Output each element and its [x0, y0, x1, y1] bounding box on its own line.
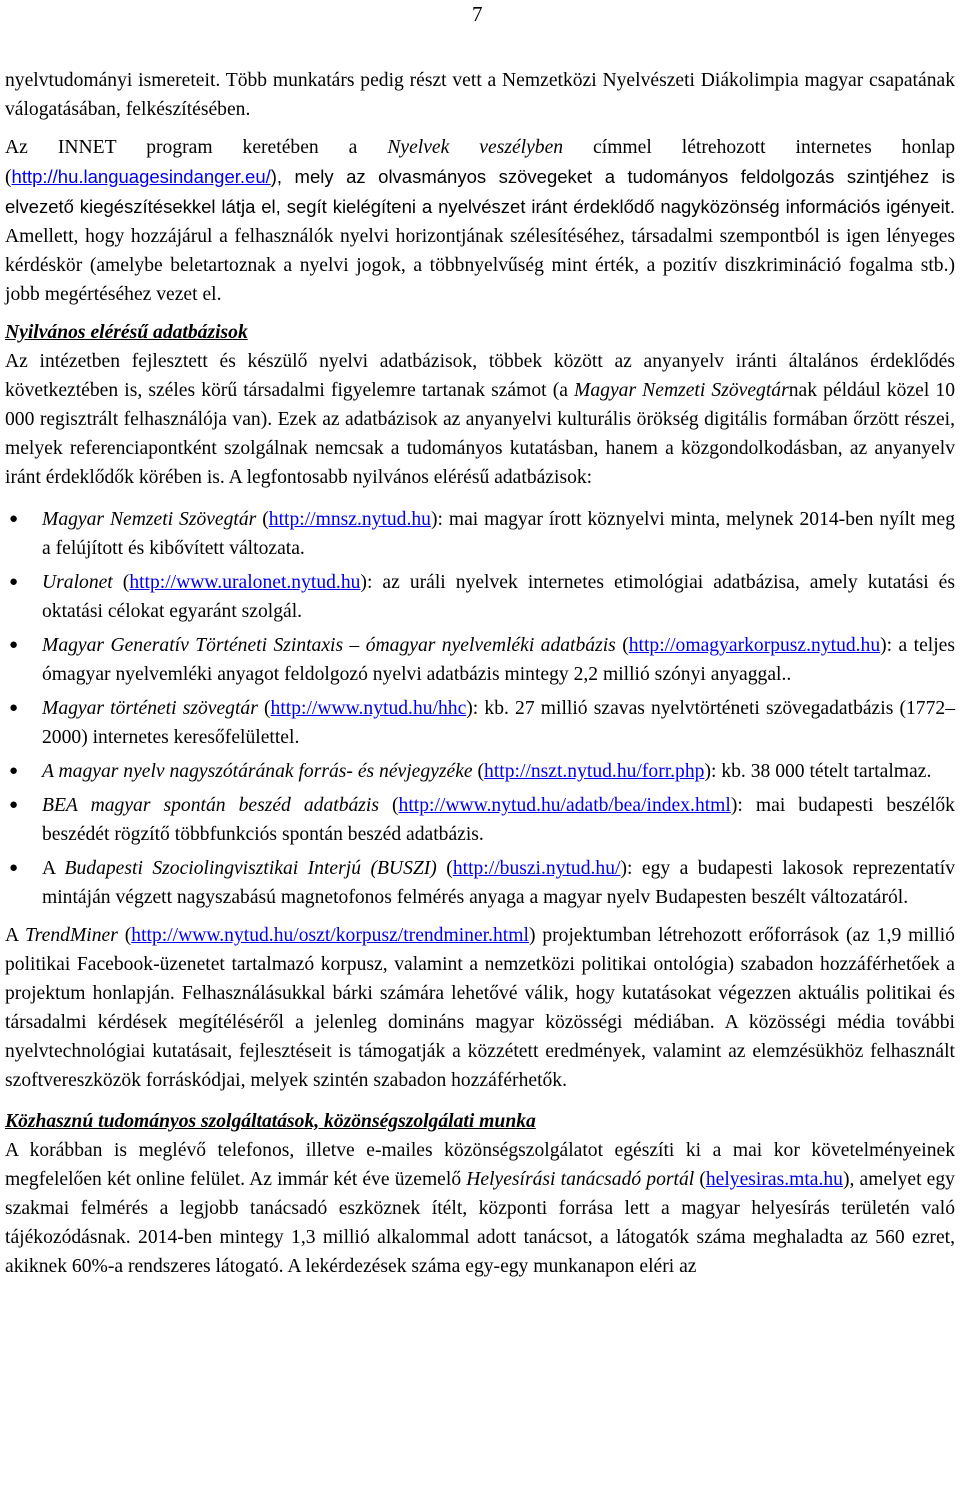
bullet-icon: ●: [9, 763, 19, 779]
text-run: ), amelyet egy szakmai felmérés a legjobb tanácsadó eszköznek ítélt, központi forrása lett a magyar helyesírás területén való tájékozódásnak. 2014-ben mintegy 1,3 millió alkalommal adott tanácsot, a látogatók száma meghaladta az 560 ezret, akiknek 60%-a rendszeres látogató. A lekérdezések száma egy-egy munkanapon eléri az: [5, 1169, 955, 1277]
italic-title: BEA magyar spontán beszéd adatbázis: [42, 795, 379, 816]
list-item: [5, 505, 955, 563]
bullet-icon: ●: [9, 574, 19, 590]
text-run: ): mai magyar írott köznyelvi minta, melynek 2014-ben nyílt meg a felújított és kibővített változata.: [42, 509, 955, 559]
text-run: (: [472, 761, 485, 782]
italic-title: Uralonet: [42, 572, 113, 593]
text-run: (: [436, 858, 453, 879]
bullet-icon: ●: [9, 860, 19, 876]
heading-text: Nyilvános elérésű adatbázisok: [5, 322, 248, 343]
section-heading-databases: [5, 318, 955, 347]
list-item: [5, 854, 955, 912]
italic-title: Budapesti Szociolingvisztikai Interjú (BUSZI): [64, 858, 437, 879]
languagesindanger-link[interactable]: http://hu.languagesindanger.eu/: [11, 166, 271, 187]
italic-title: Magyar történeti szövegtár: [42, 698, 258, 719]
text-run: Az intézetben fejlesztett és készülő nyelvi adatbázisok, többek között az anyanyelv iránti általános érdeklődés következtében is, széles körű társadalmi figyelemre tartanak számot (a: [5, 351, 955, 401]
italic-title: Nyelvek veszélyben: [387, 137, 564, 158]
list-item: [5, 631, 955, 689]
paragraph-databases: [5, 347, 955, 492]
text-run: címmel létrehozott internetes honlap (: [5, 137, 955, 188]
mnsz-link[interactable]: http://mnsz.nytud.hu: [268, 509, 431, 530]
list-item: [5, 568, 955, 626]
bullet-icon: ●: [9, 797, 19, 813]
trendminer-link[interactable]: http://www.nytud.hu/oszt/korpusz/trendminer.html: [131, 925, 529, 946]
text-run: ) projektumban létrehozott erőforrások (az 1,9 millió politikai Facebook-üzenetet tartalmazó korpusz, valamint a nemzetközi politikai ontológia) szabadon hozzáférhetőek a projektum honlapján. Felhasználásukkal bárki számára lehetővé válik, hogy kutatásokat végezzen aktuális politikai és társadalmi kérdések megítéléséről a jelenleg domináns magyar közösségi médiában. A közösségi média további nyelvtechnológiai kutatásait, fejlesztéseit is támogatják a közzétett eredmények, valamint az elemzésükhöz felhasznált szoftvereszközök forráskódjai, melyek szintén szabadon hozzáférhetők.: [5, 925, 955, 1091]
bea-link[interactable]: http://www.nytud.hu/adatb/bea/index.html: [398, 795, 731, 816]
paragraph-services: [5, 1136, 955, 1281]
omagyarkorpusz-link[interactable]: http://omagyarkorpusz.nytud.hu: [628, 635, 881, 656]
list-item: [5, 757, 955, 786]
list-item: [5, 791, 955, 849]
body-text: [5, 66, 955, 1281]
list-item: [5, 694, 955, 752]
section-heading-services: [5, 1107, 955, 1136]
helyesiras-link[interactable]: helyesiras.mta.hu: [705, 1169, 843, 1190]
text-run: A korábban is meglévő telefonos, illetve e-mailes közönségszolgálatot egészíti ki a mai kor követelményeinek megfelelően két online felület. Az immár két éve üzemelő: [5, 1140, 955, 1190]
italic-title: A magyar nyelv nagyszótárának forrás- és névjegyzéke: [42, 761, 473, 782]
page-number: 7: [472, 2, 483, 26]
text-run: (: [257, 698, 271, 719]
paragraph-olympiad: [5, 66, 955, 124]
paragraph-trendminer: [5, 921, 955, 1095]
buszi-link[interactable]: http://buszi.nytud.hu/: [452, 858, 621, 879]
text-run: (: [694, 1169, 706, 1190]
italic-title: Magyar Nemzeti Szövegtár: [42, 509, 257, 530]
text-run: (: [256, 509, 269, 530]
hhc-link[interactable]: http://www.nytud.hu/hhc: [270, 698, 467, 719]
italic-title: Magyar Nemzeti Szövegtár: [574, 380, 789, 401]
text-run: nak például közel 10 000 regisztrált felhasználója van). Ezek az adatbázisok az anyanyelvi kulturális örökség digitális formában őrzött részei, melyek referenciapontként szolgálnak nemcsak a tudományos kutatásban, hanem a közgondolkodásban, az anyanyelv iránt érdeklődők körében is. A legfontosabb nyilvános elérésű adatbázisok:: [5, 380, 956, 488]
text-run: A: [42, 858, 65, 879]
nszt-link[interactable]: http://nszt.nytud.hu/forr.php: [484, 761, 705, 782]
text-run: ), mely az olvasmányos szövegeket a tudományos feldolgozás szintjéhez is elvezető kiegészítésekkel látja el, segít kielégíteni a nyelvészet iránt érdeklődő nagyközönség információs igényeit.: [5, 166, 955, 217]
text-run: (: [615, 635, 629, 656]
bullet-icon: ●: [9, 700, 19, 716]
text-run: ): a teljes ómagyar nyelvemléki anyagot feldolgozó nyelvi adatbázis mintegy 2,2 millió szónyi anyaggal..: [42, 635, 955, 685]
text-run: ): az uráli nyelvek internetes etimológiai adatbázisa, amely kutatási és oktatási célokat egyaránt szolgál.: [42, 572, 955, 622]
text-run: Az INNET program keretében a: [5, 137, 388, 158]
text-run: (: [378, 795, 399, 816]
text-run: Amellett, hogy hozzájárul a felhasználók nyelvi horizontjának szélesítéséhez, társadalmi szempontból is igen lényeges kérdéskör (amelybe beletartoznak a nyelvi jogok, a többnyelvűség mint érték, a pozitív diszkrimináció fogalma stb.) jobb megértéséhez vezet el.: [5, 226, 955, 305]
bullet-icon: ●: [9, 637, 19, 653]
text-run: ): egy a budapesti lakosok reprezentatív mintáján végzett nagyszabású magnetofonos felmérés anyaga a magyar nyelv Budapesten beszélt változatáról.: [42, 858, 955, 908]
text-run: ): kb. 38 000 tételt tartalmaz.: [704, 761, 932, 782]
text-run: (: [112, 572, 130, 593]
heading-text: Közhasznú tudományos szolgáltatások, közönségszolgálati munka: [5, 1111, 536, 1132]
italic-title: TrendMiner: [24, 925, 118, 946]
paragraph-text: nyelvtudományi ismereteit. Több munkatárs pedig részt vett a Nemzetközi Nyelvészeti Diákolimpia magyar csapatának válogatásában, felkészítésében.: [5, 70, 955, 120]
paragraph-innet: [5, 133, 955, 309]
database-list: [5, 505, 955, 912]
italic-title: Magyar Generatív Történeti Szintaxis – ómagyar nyelvemléki adatbázis: [42, 635, 616, 656]
uralonet-link[interactable]: http://www.uralonet.nytud.hu: [129, 572, 361, 593]
text-run: A: [5, 925, 25, 946]
text-run: (: [117, 925, 132, 946]
bullet-icon: ●: [9, 511, 19, 527]
text-run: ): mai budapesti beszélők beszédét rögzítő többfunkciós spontán beszéd adatbázis.: [42, 795, 955, 845]
text-run: ): kb. 27 millió szavas nyelvtörténeti szövegadatbázis (1772–2000) internetes keresőfelülettel.: [42, 698, 955, 748]
italic-title: Helyesírási tanácsadó portál: [466, 1169, 695, 1190]
